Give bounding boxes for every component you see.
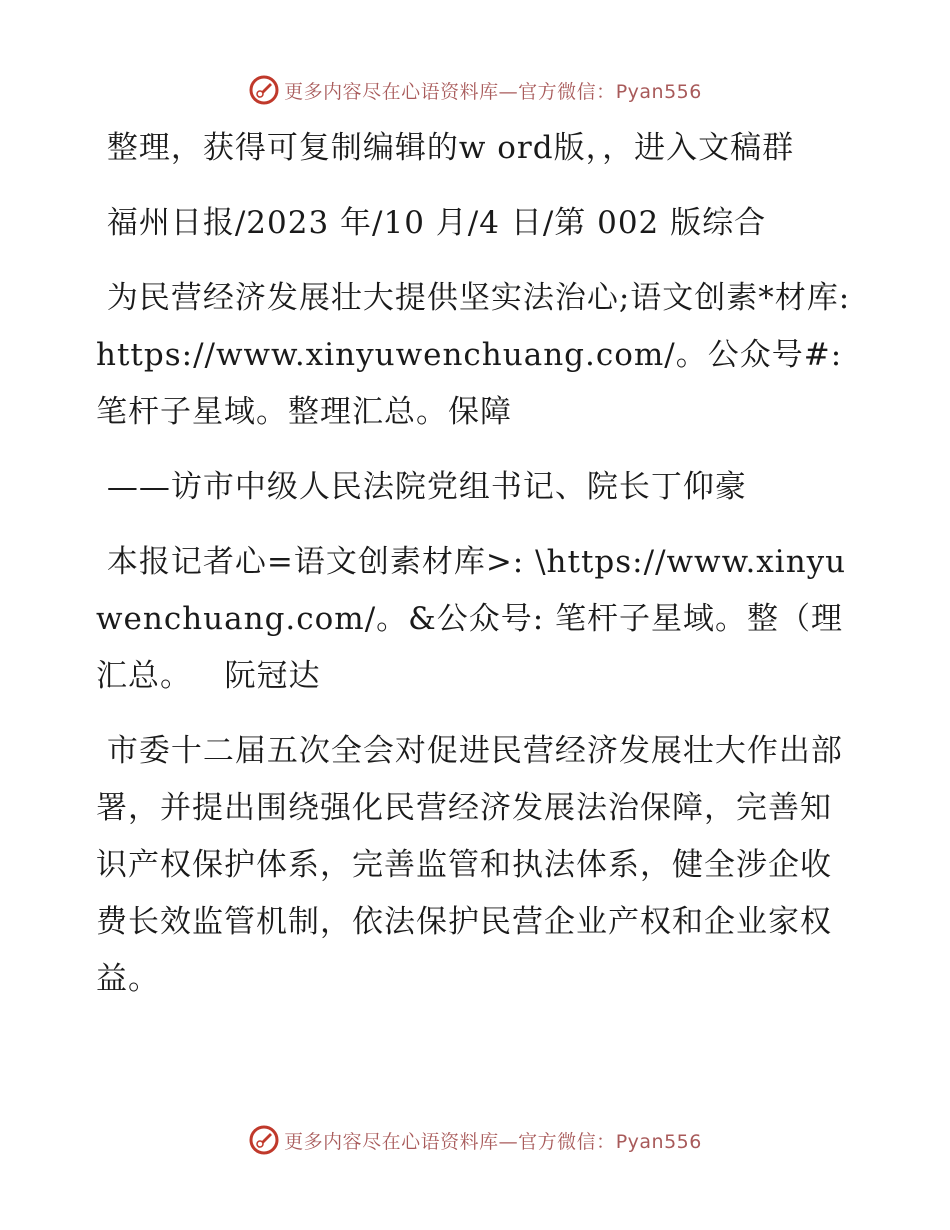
banner-wechat-id: Pyan556 <box>615 80 702 103</box>
banner-brand: 更多内容尽在心语资料库 <box>284 80 499 103</box>
header-watermark-banner <box>0 72 950 108</box>
banner-separator: — <box>498 1130 519 1153</box>
banner-brand: 更多内容尽在心语资料库 <box>284 1130 499 1153</box>
paragraph-byline: 本报记者心=语文创素材库>: \https://www.xinyuwenchuang.com/。&公众号: 笔杆子星域。整（理汇总。 阮冠达 <box>96 544 847 694</box>
paragraph-intro: 整理，获得可复制编辑的w ord版，，进入文稿群 <box>96 130 795 166</box>
paragraph-headline: 为民营经济发展壮大提供坚实法治心;语文创素*材库: https://www.xinyuwenchuang.com/。公众号#: 笔杆子星域。整理汇总。保障 <box>96 280 862 430</box>
footer-watermark-banner <box>0 1122 950 1158</box>
paragraph-subheadline: ——访市中级人民法院党组书记、院长丁仰豪 <box>96 469 747 505</box>
banner-wechat-id: Pyan556 <box>615 1130 702 1153</box>
brand-logo-icon <box>248 74 280 106</box>
banner-text <box>284 77 702 104</box>
banner-official-label: 官方微信： <box>518 80 616 103</box>
paragraph-dateline: 福州日报/2023 年/10 月/4 日/第 002 版综合 <box>96 205 767 241</box>
document-body <box>96 120 862 1008</box>
banner-separator: — <box>498 80 519 103</box>
brand-logo-icon <box>248 1124 280 1156</box>
banner-text <box>284 1127 702 1154</box>
banner-official-label: 官方微信： <box>518 1130 616 1153</box>
paragraph-body: 市委十二届五次全会对促进民营经济发展壮大作出部署，并提出围绕强化民营经济发展法治保障，完善知识产权保护体系，完善监管和执法体系，健全涉企收费长效监管机制，依法保护民营企业产权和企业家权益。 <box>96 733 843 997</box>
